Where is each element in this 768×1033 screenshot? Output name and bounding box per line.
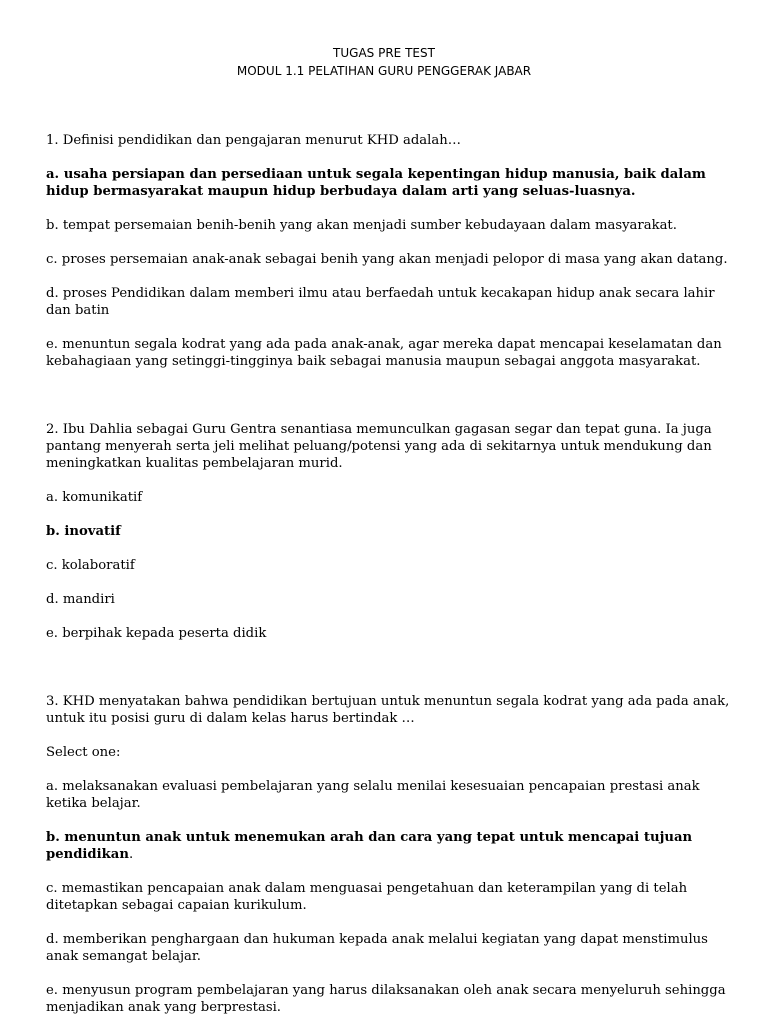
document-title: TUGAS PRE TEST <box>333 46 435 60</box>
q3-option-c: c. memastikan pencapaian anak dalam menguasai pengetahuan dan keterampilan yang di telah ditetapkan sebagai capaian kurikulum. <box>46 881 688 913</box>
q3-option-d: d. memberikan penghargaan dan hukuman kepada anak melalui kegiatan yang dapat menstimulus anak semangat belajar. <box>46 932 708 964</box>
q1-option-a: a. usaha persiapan dan persediaan untuk segala kepentingan hidup manusia, baik dalam hidup bermasyarakat maupun hidup berbudaya dalam arti yang seluas-luasnya. <box>46 167 706 199</box>
q2-option-a: a. komunikatif <box>46 490 143 505</box>
select-one-label: Select one: <box>46 745 121 760</box>
document-subtitle: MODUL 1.1 PELATIHAN GURU PENGGERAK JABAR <box>236 64 532 78</box>
q3-option-a: a. melaksanakan evaluasi pembelajaran yang selalu menilai kesesuaian pencapaian prestasi anak ketika belajar. <box>46 779 700 811</box>
spacer <box>46 387 736 421</box>
q3-option-b <box>46 829 736 863</box>
question-2: 2. Ibu Dahlia sebagai Guru Gentra senantiasa memunculkan gagasan segar dan tepat guna. Ia juga pantang menyerah serta jeli melihat peluang/potensi yang ada di sekitarnya untuk mendukung dan meningkatkan kualitas pembelajaran murid. <box>46 422 712 471</box>
q1-option-b: b. tempat persemaian benih-benih yang akan menjadi sumber kebudayaan dalam masyarakat. <box>46 218 677 233</box>
q2-option-b: b. inovatif <box>46 524 121 539</box>
q3-option-b-text: b. menuntun anak untuk menemukan arah dan cara yang tepat untuk mencapai tujuan pendidikan <box>46 830 693 862</box>
spacer <box>46 659 736 693</box>
q2-option-c: c. kolaboratif <box>46 558 135 573</box>
question-1: 1. Definisi pendidikan dan pengajaran menurut KHD adalah… <box>46 133 461 148</box>
q1-option-e: e. menuntun segala kodrat yang ada pada anak-anak, agar mereka dapat mencapai keselamatan dan kebahagiaan yang setinggi-tingginya baik sebagai manusia maupun sebagai anggota masyarakat. <box>46 337 722 369</box>
q3-option-e: e. menyusun program pembelajaran yang harus dilaksanakan oleh anak secara menyeluruh sehingga menjadikan anak yang berprestasi. <box>46 983 726 1015</box>
q2-option-e: e. berpihak kepada peserta didik <box>46 626 267 641</box>
document-header <box>0 44 768 80</box>
question-3: 3. KHD menyatakan bahwa pendidikan bertujuan untuk menuntun segala kodrat yang ada pada anak, untuk itu posisi guru di dalam kelas harus bertindak … <box>46 694 730 726</box>
document-body <box>46 132 736 1033</box>
q1-option-c: c. proses persemaian anak-anak sebagai benih yang akan menjadi pelopor di masa yang akan datang. <box>46 252 728 267</box>
q2-option-d: d. mandiri <box>46 592 115 607</box>
q3-option-b-period: . <box>128 847 134 862</box>
q1-option-d: d. proses Pendidikan dalam memberi ilmu atau berfaedah untuk kecakapan hidup anak secara lahir dan batin <box>46 286 715 318</box>
